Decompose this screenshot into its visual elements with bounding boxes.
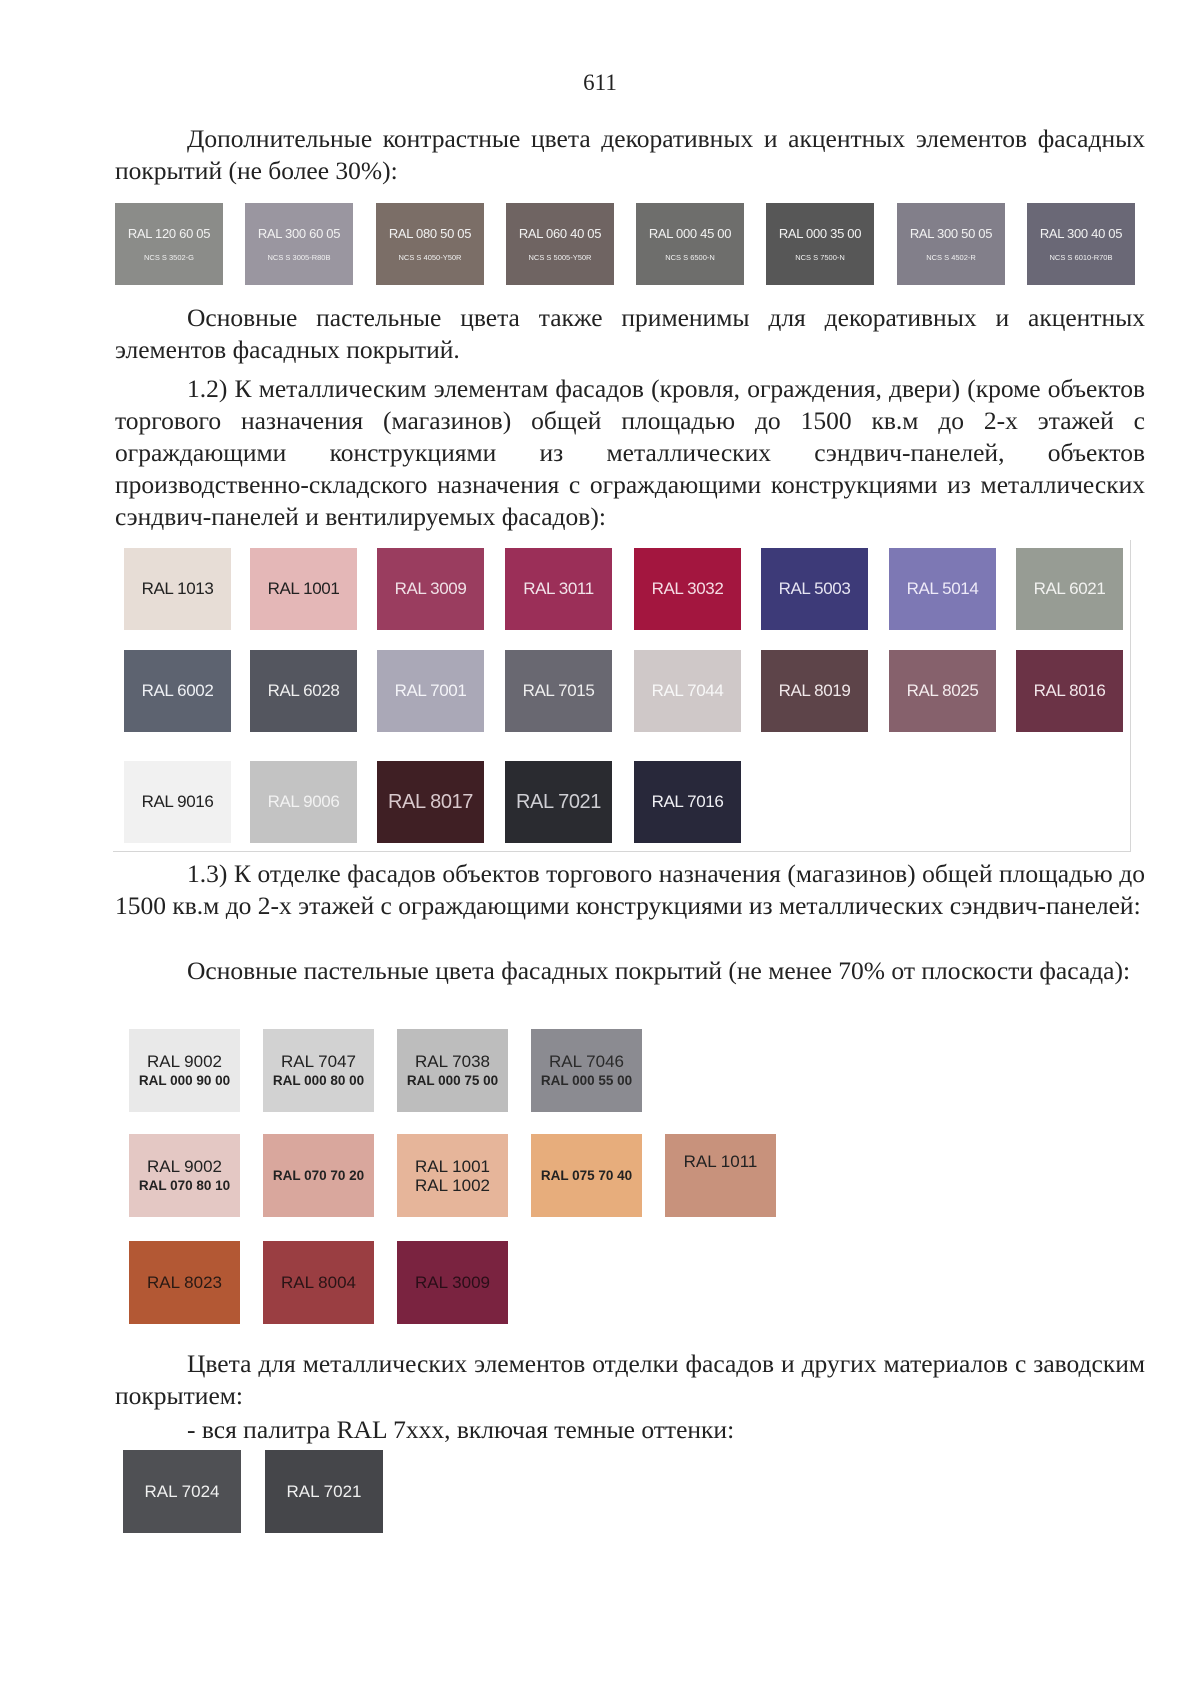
- swatch-ral-label: RAL 300 50 05: [909, 226, 993, 241]
- swatch-line2: RAL 000 90 00: [138, 1072, 231, 1088]
- swatch-line1: RAL 9002: [147, 1051, 222, 1071]
- swatch-ral-label: RAL 060 40 05: [518, 226, 602, 241]
- swatch-pastel-12: [397, 1241, 508, 1324]
- swatch-line2: RAL 1002: [415, 1175, 490, 1195]
- swatch-metal-3: [377, 548, 484, 630]
- swatch-line2: RAL 075 70 40: [540, 1168, 633, 1183]
- swatch-line1: RAL 7047: [281, 1051, 356, 1071]
- swatch-metal-6: [761, 548, 868, 630]
- swatch-label: RAL 3011: [523, 579, 594, 598]
- swatch-line2: RAL 070 70 20: [272, 1168, 365, 1183]
- paragraph-pastel-main-text: Основные пастельные цвета фасадных покрытий (не менее 70% от плоскости фасада):: [187, 956, 1131, 985]
- paragraph-section-1-3-text: 1.3) К отделке фасадов объектов торгового назначения (магазинов) общей площадью до 1500 кв.м до 2-х этажей с ограждающими конструкциями из металлических сэндвич-панелей:: [115, 859, 1145, 920]
- swatch-label: RAL 7044: [651, 681, 724, 700]
- page-number: 611: [583, 70, 617, 95]
- swatch-pastel-7: [397, 1134, 508, 1217]
- swatch-metal-15: [889, 650, 996, 732]
- swatch-ncs-label: NCS S 4502-R: [926, 253, 976, 262]
- swatch-accent-7: [897, 203, 1005, 285]
- paragraph-pastel-note-text: Основные пастельные цвета также применимы для декоративных и акцентных элементов фасадных покрытий.: [115, 303, 1145, 364]
- swatch-label: RAL 8019: [778, 681, 851, 700]
- swatch-line1: RAL 3009: [415, 1273, 490, 1292]
- swatch-metal-5: [634, 548, 741, 630]
- swatch-ncs-label: NCS S 3502-G: [143, 253, 195, 262]
- swatch-ncs-label: NCS S 6500-N: [665, 253, 715, 262]
- swatch-metal-11: [377, 650, 484, 732]
- swatch-label: RAL 8016: [1033, 681, 1106, 700]
- swatch-label: RAL 6002: [141, 681, 214, 700]
- swatch-line2: RAL 000 75 00: [406, 1072, 499, 1088]
- swatch-line1: RAL 1011: [683, 1152, 758, 1171]
- swatch-line1: RAL 7038: [415, 1051, 490, 1071]
- swatch-label: RAL 8025: [906, 681, 979, 700]
- swatch-metal-8: [1016, 548, 1123, 630]
- swatch-label: RAL 7001: [394, 681, 467, 700]
- swatch-pastel-6: [263, 1134, 374, 1217]
- swatch-line1: RAL 1001: [415, 1156, 490, 1176]
- swatch-ral-label: RAL 000 35 00: [778, 226, 862, 241]
- swatch-metal-20: [505, 761, 612, 843]
- swatch-metal-21: [634, 761, 741, 843]
- swatch-ral-label: RAL 300 60 05: [257, 226, 341, 241]
- swatch-label: RAL 7016: [651, 792, 724, 811]
- swatch-7xxx-1: [123, 1450, 241, 1533]
- swatch-label: RAL 1001: [267, 579, 340, 598]
- swatch-pastel-8: [531, 1134, 642, 1217]
- swatch-accent-3: [376, 203, 484, 285]
- swatch-label: RAL 7015: [522, 681, 595, 700]
- swatch-accent-6: [766, 203, 874, 285]
- swatch-ral-label: RAL 120 60 05: [127, 226, 211, 241]
- swatch-metal-19: [377, 761, 484, 843]
- paragraph-accent-colors-text: Дополнительные контрастные цвета декоративных и акцентных элементов фасадных покрытий (не более 30%):: [115, 124, 1145, 185]
- swatch-line1: RAL 8004: [281, 1273, 356, 1292]
- swatch-ncs-label: NCS S 6010-R70B: [1049, 253, 1113, 262]
- paragraph-metal-finish-text: Цвета для металлических элементов отделки фасадов и других материалов с заводским покрытием:: [115, 1349, 1145, 1410]
- swatch-metal-10: [250, 650, 357, 732]
- swatch-line1: RAL 7046: [549, 1051, 624, 1071]
- swatch-label: RAL 3032: [651, 579, 724, 598]
- swatch-ral-label: RAL 080 50 05: [388, 226, 472, 241]
- swatch-metal-12: [505, 650, 612, 732]
- swatch-accent-5: [636, 203, 744, 285]
- swatch-accent-2: [245, 203, 353, 285]
- paragraph-pastel-note: [115, 302, 1145, 366]
- swatch-metal-9: [124, 650, 231, 732]
- swatch-label: RAL 9006: [267, 792, 340, 811]
- paragraph-section-1-3: [115, 858, 1145, 922]
- swatch-pastel-5: [129, 1134, 240, 1217]
- swatch-line2: RAL 000 80 00: [272, 1072, 365, 1088]
- paragraph-metal-finish: [115, 1348, 1145, 1412]
- paragraph-section-1-2-text: 1.2) К металлическим элементам фасадов (кровля, ограждения, двери) (кроме объектов торгового назначения (магазинов) общей площадью до 1500 кв.м до 2-х этажей с ограждающими конструкциями из металлических сэндвич-панелей, объектов производственно-складского назначения с ограждающими конструкциями из металлических сэндвич-панелей и вентилируемых фасадов):: [115, 374, 1145, 531]
- swatch-line1: RAL 8023: [147, 1273, 222, 1292]
- swatch-metal-18: [250, 761, 357, 843]
- swatch-ncs-label: NCS S 5005-Y50R: [528, 253, 592, 262]
- swatch-label: RAL 7021: [515, 790, 601, 813]
- swatch-ncs-label: NCS S 4050-Y50R: [398, 253, 462, 262]
- swatch-line2: RAL 000 55 00: [540, 1072, 633, 1088]
- swatch-label: RAL 5014: [906, 579, 979, 598]
- swatch-label: RAL 9016: [141, 792, 214, 811]
- swatch-label: RAL 1013: [141, 579, 214, 598]
- swatch-label: RAL 7021: [286, 1481, 362, 1501]
- swatch-label: RAL 7024: [144, 1481, 220, 1501]
- swatch-label: RAL 5003: [778, 579, 851, 598]
- swatch-metal-16: [1016, 650, 1123, 732]
- swatch-ncs-label: NCS S 7500-N: [795, 253, 845, 262]
- swatch-pastel-10: [129, 1241, 240, 1324]
- swatch-metal-17: [124, 761, 231, 843]
- swatch-ral-label: RAL 300 40 05: [1039, 226, 1123, 241]
- swatch-label: RAL 6021: [1033, 579, 1106, 598]
- paragraph-pastel-main: [115, 955, 1145, 987]
- swatch-accent-1: [115, 203, 223, 285]
- swatch-label: RAL 8017: [387, 790, 473, 813]
- swatch-accent-8: [1027, 203, 1135, 285]
- swatch-label: RAL 6028: [267, 681, 340, 700]
- swatch-metal-13: [634, 650, 741, 732]
- swatch-pastel-4: [531, 1029, 642, 1112]
- swatch-line2: RAL 070 80 10: [138, 1177, 231, 1193]
- swatch-pastel-9: [665, 1134, 776, 1217]
- swatch-ncs-label: NCS S 3005-R80B: [267, 253, 331, 262]
- paragraph-accent-colors: [115, 123, 1145, 187]
- swatch-accent-4: [506, 203, 614, 285]
- swatch-pastel-1: [129, 1029, 240, 1112]
- swatch-ral-label: RAL 000 45 00: [648, 226, 732, 241]
- swatch-pastel-2: [263, 1029, 374, 1112]
- paragraph-ral-7xxx: [115, 1414, 1145, 1446]
- swatch-metal-2: [250, 548, 357, 630]
- swatch-metal-4: [505, 548, 612, 630]
- swatch-label: RAL 3009: [394, 579, 467, 598]
- paragraph-section-1-2: [115, 373, 1145, 533]
- paragraph-ral-7xxx-text: - вся палитра RAL 7ххх, включая темные оттенки:: [187, 1415, 735, 1444]
- swatch-metal-7: [889, 548, 996, 630]
- swatch-7xxx-2: [265, 1450, 383, 1533]
- swatch-line1: RAL 9002: [147, 1156, 222, 1176]
- swatch-metal-1: [124, 548, 231, 630]
- swatch-pastel-11: [263, 1241, 374, 1324]
- swatch-pastel-3: [397, 1029, 508, 1112]
- swatch-metal-14: [761, 650, 868, 732]
